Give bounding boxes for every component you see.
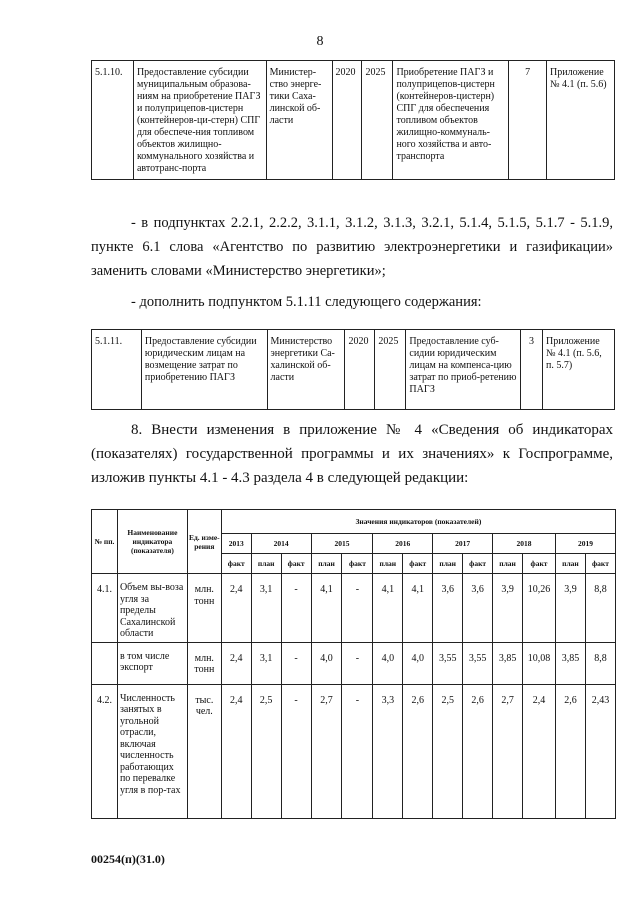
measure-name: Предоставление субсидии юридическим лицам на возмещение затрат по приобретению ПАГЗ [141, 330, 267, 410]
header-year: 2014 [251, 534, 311, 554]
header-sub: план [311, 554, 342, 574]
header-sub: факт [281, 554, 311, 574]
row-unit: млн. тонн [187, 642, 221, 684]
value-cell: - [342, 642, 373, 684]
header-year: 2019 [555, 534, 615, 554]
header-num: № пп. [92, 510, 118, 574]
header-sub: план [493, 554, 523, 574]
value-cell: 2,6 [403, 684, 433, 818]
indicator-table [91, 509, 616, 819]
header-sub: факт [585, 554, 615, 574]
value-cell: 3,85 [555, 642, 585, 684]
value-cell: - [342, 684, 373, 818]
value-cell: 3,9 [555, 574, 585, 643]
header-year: 2013 [221, 534, 251, 554]
row-indicator-name: Численность занятых в угольной отрасли, включая численность работающих по перевалке угля в пор-тах [117, 684, 187, 818]
header-sub: факт [463, 554, 493, 574]
header-unit: Ед. изме-рения [187, 510, 221, 574]
header-sub: факт [221, 554, 251, 574]
row-indicator-name: Объем вы-воза угля за пределы Сахалинской области [117, 574, 187, 643]
value-cell: 2,6 [555, 684, 585, 818]
value-cell: 3,55 [433, 642, 463, 684]
measure-number: 5.1.11. [92, 330, 142, 410]
value-cell: 2,6 [463, 684, 493, 818]
value-cell: 3,3 [373, 684, 403, 818]
header-year: 2018 [493, 534, 556, 554]
value-cell: 10,26 [523, 574, 556, 643]
measure-executor: Министер-ство энерге-тики Саха-линской об-ласти [266, 61, 332, 180]
header-year: 2016 [373, 534, 433, 554]
page-number: 8 [316, 34, 324, 49]
measure-result: Приобретение ПАГЗ и полуприцепов-цистерн (контейнеров-цистерн) СПГ для обеспечения топливом объектов жилищно-коммуналь-ного хозяйства и авто-транспорта [393, 61, 509, 180]
row-unit: тыс. чел. [187, 684, 221, 818]
value-cell: 2,7 [493, 684, 523, 818]
measure-table-5-1-11 [91, 329, 615, 410]
measure-end-year: 2025 [375, 330, 406, 410]
value-cell: 3,1 [251, 642, 281, 684]
value-cell: - [281, 642, 311, 684]
paragraph-amend-annex-4: 8. Внести изменения в приложение № 4 «Сведения об индикаторах (показателях) государственной программы и их значениях» к Госпрограмме, изложив пункты 4.1 - 4.3 раздела 4 в следующей редакции: [91, 422, 613, 486]
value-cell: 4,1 [403, 574, 433, 643]
value-cell: - [281, 684, 311, 818]
header-sub: факт [342, 554, 373, 574]
value-cell: 10,08 [523, 642, 556, 684]
value-cell: 8,8 [585, 642, 615, 684]
value-cell: 3,85 [493, 642, 523, 684]
header-row-values [92, 510, 616, 534]
value-cell: 4,1 [373, 574, 403, 643]
header-sub: факт [523, 554, 556, 574]
value-cell: - [342, 574, 373, 643]
measure-indicator: 3 [521, 330, 543, 410]
row-indicator-name: в том числе экспорт [117, 642, 187, 684]
paragraph-replace-agency: - в подпунктах 2.2.1, 2.2.2, 3.1.1, 3.1.2, 3.1.3, 3.2.1, 5.1.4, 5.1.5, 5.1.7 - 5.1.9, пункте 6.1 слова «Агентство по развитию электроэнергетики и газификации» заменить словами «Министерство энергетики»; [91, 215, 613, 279]
table-row [92, 61, 615, 180]
value-cell: 3,6 [433, 574, 463, 643]
row-unit: млн. тонн [187, 574, 221, 643]
measure-executor: Министерство энергетики Са-халинской об-ласти [267, 330, 345, 410]
value-cell: 2,4 [221, 642, 251, 684]
measure-end-year: 2025 [362, 61, 393, 180]
table-row [92, 574, 616, 643]
header-sub: план [433, 554, 463, 574]
row-num [92, 642, 118, 684]
measure-result: Предоставление суб-сидии юридическим лицам на компенса-цию затрат по приоб-ретению ПАГЗ [406, 330, 521, 410]
value-cell: 2,43 [585, 684, 615, 818]
value-cell: - [281, 574, 311, 643]
header-sub: план [373, 554, 403, 574]
table-row [92, 684, 616, 818]
value-cell: 2,4 [221, 684, 251, 818]
row-num: 4.2. [92, 684, 118, 818]
value-cell: 3,1 [251, 574, 281, 643]
header-indicator-name: Наименование индикатора (показателя) [117, 510, 187, 574]
measure-annex: Приложение № 4.1 (п. 5.6) [547, 61, 615, 180]
measure-start-year: 2020 [332, 61, 362, 180]
measure-indicator: 7 [509, 61, 547, 180]
header-values-title: Значения индикаторов (показателей) [221, 510, 615, 534]
value-cell: 3,6 [463, 574, 493, 643]
value-cell: 3,55 [463, 642, 493, 684]
value-cell: 3,9 [493, 574, 523, 643]
measure-start-year: 2020 [345, 330, 375, 410]
header-sub: план [555, 554, 585, 574]
header-sub: план [251, 554, 281, 574]
measure-number: 5.1.10. [92, 61, 134, 180]
value-cell: 4,0 [403, 642, 433, 684]
row-num: 4.1. [92, 574, 118, 643]
header-sub: факт [403, 554, 433, 574]
value-cell: 2,4 [221, 574, 251, 643]
header-year: 2017 [433, 534, 493, 554]
value-cell: 4,1 [311, 574, 342, 643]
value-cell: 2,7 [311, 684, 342, 818]
value-cell: 4,0 [373, 642, 403, 684]
document-code: 00254(п)(31.0) [91, 852, 165, 866]
measure-table-5-1-10 [91, 60, 615, 180]
value-cell: 2,5 [251, 684, 281, 818]
paragraph-add-subitem: - дополнить подпунктом 5.1.11 следующего содержания: [131, 294, 482, 310]
table-row [92, 642, 616, 684]
table-row [92, 330, 615, 410]
measure-name: Предоставление субсидии муниципальным образова-ниям на приобретение ПАГЗ и полуприцепов-цистерн (контейнеров-ци-стерн) СПГ для обеспече-ния топливом объектов жилищно-коммунального хозяйства и автотранс-порта [133, 61, 266, 180]
measure-annex: Приложение № 4.1 (п. 5.6, п. 5.7) [543, 330, 615, 410]
value-cell: 2,5 [433, 684, 463, 818]
value-cell: 8,8 [585, 574, 615, 643]
header-year: 2015 [311, 534, 373, 554]
value-cell: 4,0 [311, 642, 342, 684]
value-cell: 2,4 [523, 684, 556, 818]
